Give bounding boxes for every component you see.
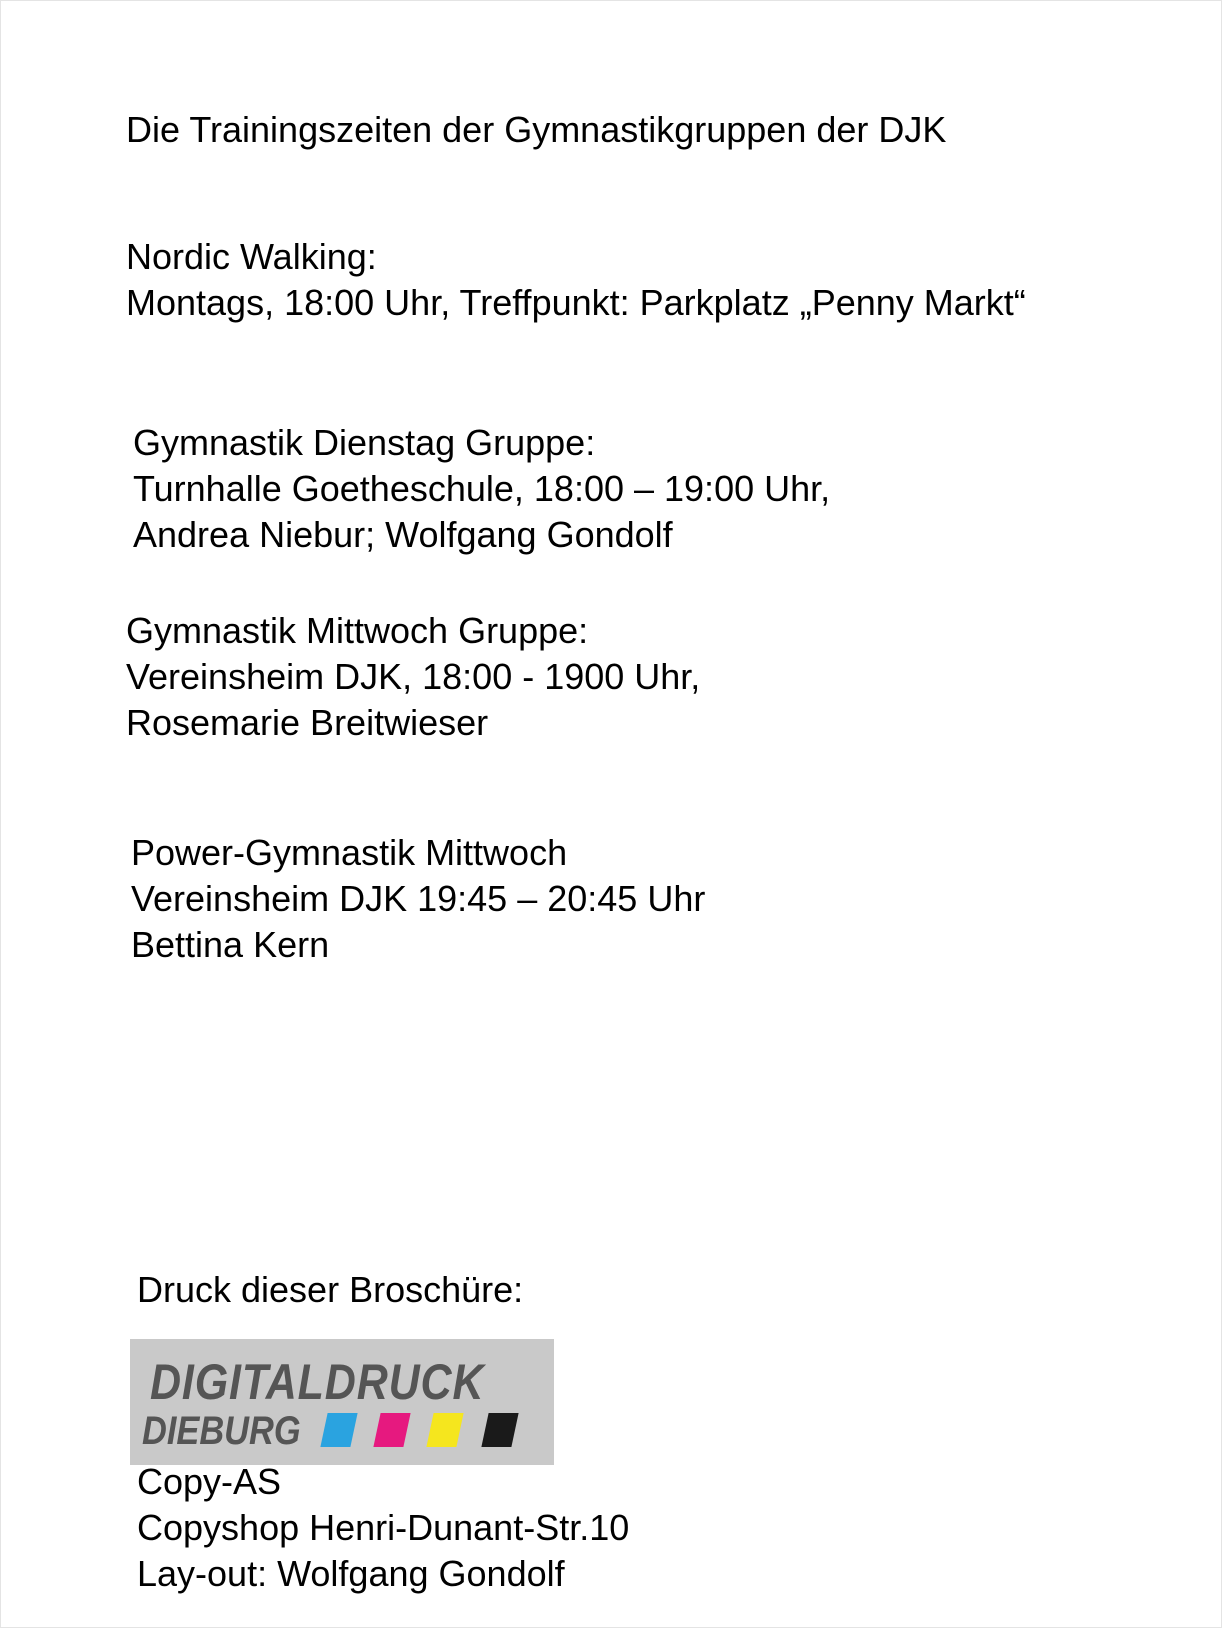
dienstag-trainers: Andrea Niebur; Wolfgang Gondolf [133, 514, 673, 555]
logo-wordmark-top: DIGITALDRUCK [150, 1354, 485, 1410]
black-swatch-icon [481, 1413, 518, 1447]
layout-credit: Lay-out: Wolfgang Gondolf [137, 1553, 565, 1594]
printer-address: Copyshop Henri-Dunant-Str.10 [137, 1507, 630, 1548]
magenta-swatch-icon [373, 1413, 410, 1447]
nordic-walking-details: Montags, 18:00 Uhr, Treffpunkt: Parkplatz „Penny Markt“ [126, 282, 1026, 323]
yellow-swatch-icon [426, 1413, 463, 1447]
power-gymnastik-heading: Power-Gymnastik Mittwoch [131, 832, 568, 873]
power-gymnastik-location-time: Vereinsheim DJK 19:45 – 20:45 Uhr [131, 878, 706, 919]
mittwoch-location-time: Vereinsheim DJK, 18:00 - 1900 Uhr, [126, 656, 701, 697]
logo-wordmark-bottom: DIEBURG [142, 1409, 301, 1453]
nordic-walking-heading: Nordic Walking: [126, 236, 377, 277]
cyan-swatch-icon [320, 1413, 357, 1447]
power-gymnastik-trainer: Bettina Kern [131, 924, 330, 965]
mittwoch-trainer: Rosemarie Breitwieser [126, 702, 489, 743]
print-heading: Druck dieser Broschüre: [137, 1269, 524, 1310]
dienstag-location-time: Turnhalle Goetheschule, 18:00 – 19:00 Uhr, [133, 468, 831, 509]
page-title: Die Trainingszeiten der Gymnastikgruppen der DJK [126, 109, 947, 150]
mittwoch-heading: Gymnastik Mittwoch Gruppe: [126, 610, 589, 651]
digitaldruck-logo [130, 1339, 554, 1465]
dienstag-heading: Gymnastik Dienstag Gruppe: [133, 422, 596, 463]
printer-name: Copy-AS [137, 1461, 282, 1502]
